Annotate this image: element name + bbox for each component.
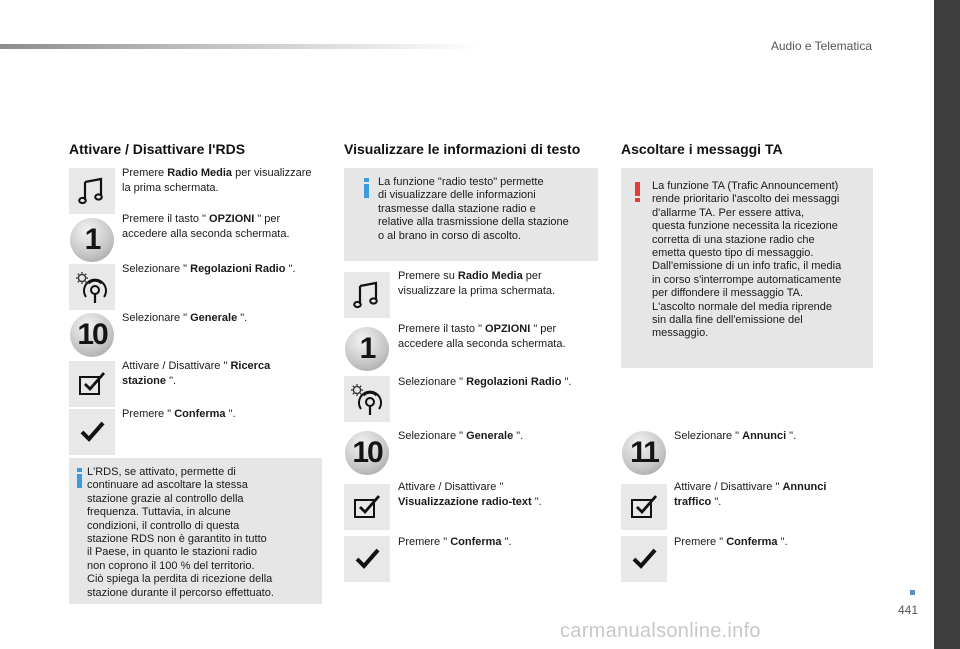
col2-step-5: Attivare / Disattivare " Visualizzazione radio-text ". bbox=[398, 481, 542, 508]
page-edge-bar bbox=[934, 0, 960, 649]
col2-step-6: Premere " Conferma ". bbox=[398, 536, 512, 548]
col1-step-2: Premere il tasto " OPZIONI " per accedere alla seconda schermata. bbox=[122, 213, 290, 240]
col1-title: Attivare / Disattivare l'RDS bbox=[69, 141, 246, 157]
col2-title: Visualizzare le informazioni di testo bbox=[344, 141, 581, 157]
col1-step-5: Attivare / Disattivare " Ricerca stazione ". bbox=[122, 360, 271, 387]
col1-step-3: Selezionare " Regolazioni Radio ". bbox=[122, 263, 296, 275]
watermark: carmanualsonline.info bbox=[560, 620, 761, 642]
checkbox-icon bbox=[69, 361, 115, 407]
page-marker bbox=[910, 590, 915, 595]
ta-warning-text: La funzione TA (Trafic Announcement) rende prioritario l'ascolto dei messaggi d'allarme TA. Per essere attiva, questa funzione necessita la ricezione corretta di una stazione radio che emetta questo tipo di messaggio. Dall'emissione di un info trafic, il media in corso s'interrompe automaticamente per diffondere il messaggio TA. L'ascolto normale del media riprende sin dalla fine dell'emissione del messaggio. bbox=[652, 180, 842, 340]
step-badge-10: 10 bbox=[69, 312, 115, 358]
header-gradient-bar bbox=[0, 44, 480, 49]
info-icon bbox=[77, 468, 82, 488]
step-badge-10: 10 bbox=[344, 430, 390, 476]
step-badge-1: 1 bbox=[344, 326, 390, 372]
music-note-icon bbox=[344, 272, 390, 318]
check-icon bbox=[621, 536, 667, 582]
col2-step-2: Premere il tasto " OPZIONI " per accedere alla seconda schermata. bbox=[398, 323, 566, 350]
radiotext-info-box bbox=[344, 168, 598, 261]
page-number: 441 bbox=[898, 603, 919, 617]
warning-icon bbox=[635, 182, 640, 202]
col2-step-4: Selezionare " Generale ". bbox=[398, 430, 524, 442]
section-name: Audio e Telematica bbox=[770, 39, 872, 53]
checkbox-icon bbox=[344, 484, 390, 530]
col3-step-3: Premere " Conferma ". bbox=[674, 536, 788, 548]
col3-title: Ascoltare i messaggi TA bbox=[621, 141, 783, 157]
col3-step-1: Selezionare " Annunci ". bbox=[674, 430, 797, 442]
radio-settings-icon bbox=[344, 376, 390, 422]
check-icon bbox=[344, 536, 390, 582]
radio-settings-icon bbox=[69, 264, 115, 310]
music-note-icon bbox=[69, 168, 115, 214]
check-icon bbox=[69, 409, 115, 455]
step-badge-11: 11 bbox=[621, 430, 667, 476]
rds-info-box bbox=[69, 458, 322, 604]
col1-step-4: Selezionare " Generale ". bbox=[122, 312, 248, 324]
checkbox-icon bbox=[621, 484, 667, 530]
radiotext-info-text: La funzione "radio testo" permette di visualizzare delle informazioni trasmesse dalla stazione radio e relative alla trasmissione della stazione o al brano in corso di ascolto. bbox=[378, 176, 569, 242]
ta-warning-box bbox=[621, 168, 873, 368]
info-icon bbox=[364, 178, 369, 198]
col1-step-6: Premere " Conferma ". bbox=[122, 408, 236, 420]
col3-step-2: Attivare / Disattivare " Annunci traffico ". bbox=[674, 481, 827, 508]
rds-info-text: L'RDS, se attivato, permette di continuare ad ascoltare la stessa stazione grazie al controllo della frequenza. Tuttavia, in alcune condizioni, il controllo di questa stazione RDS non è garantito in tutto il Paese, in quanto le stazioni radio non coprono il 100 % del territorio. Ciò spiega la perdita di ricezione della stazione durante il percorso effettuato. bbox=[87, 466, 274, 599]
col1-step-1: Premere Radio Media per visualizzare la prima schermata. bbox=[122, 167, 312, 194]
step-badge-1: 1 bbox=[69, 217, 115, 263]
col2-step-1: Premere su Radio Media per visualizzare la prima schermata. bbox=[398, 270, 556, 297]
col2-step-3: Selezionare " Regolazioni Radio ". bbox=[398, 376, 572, 388]
